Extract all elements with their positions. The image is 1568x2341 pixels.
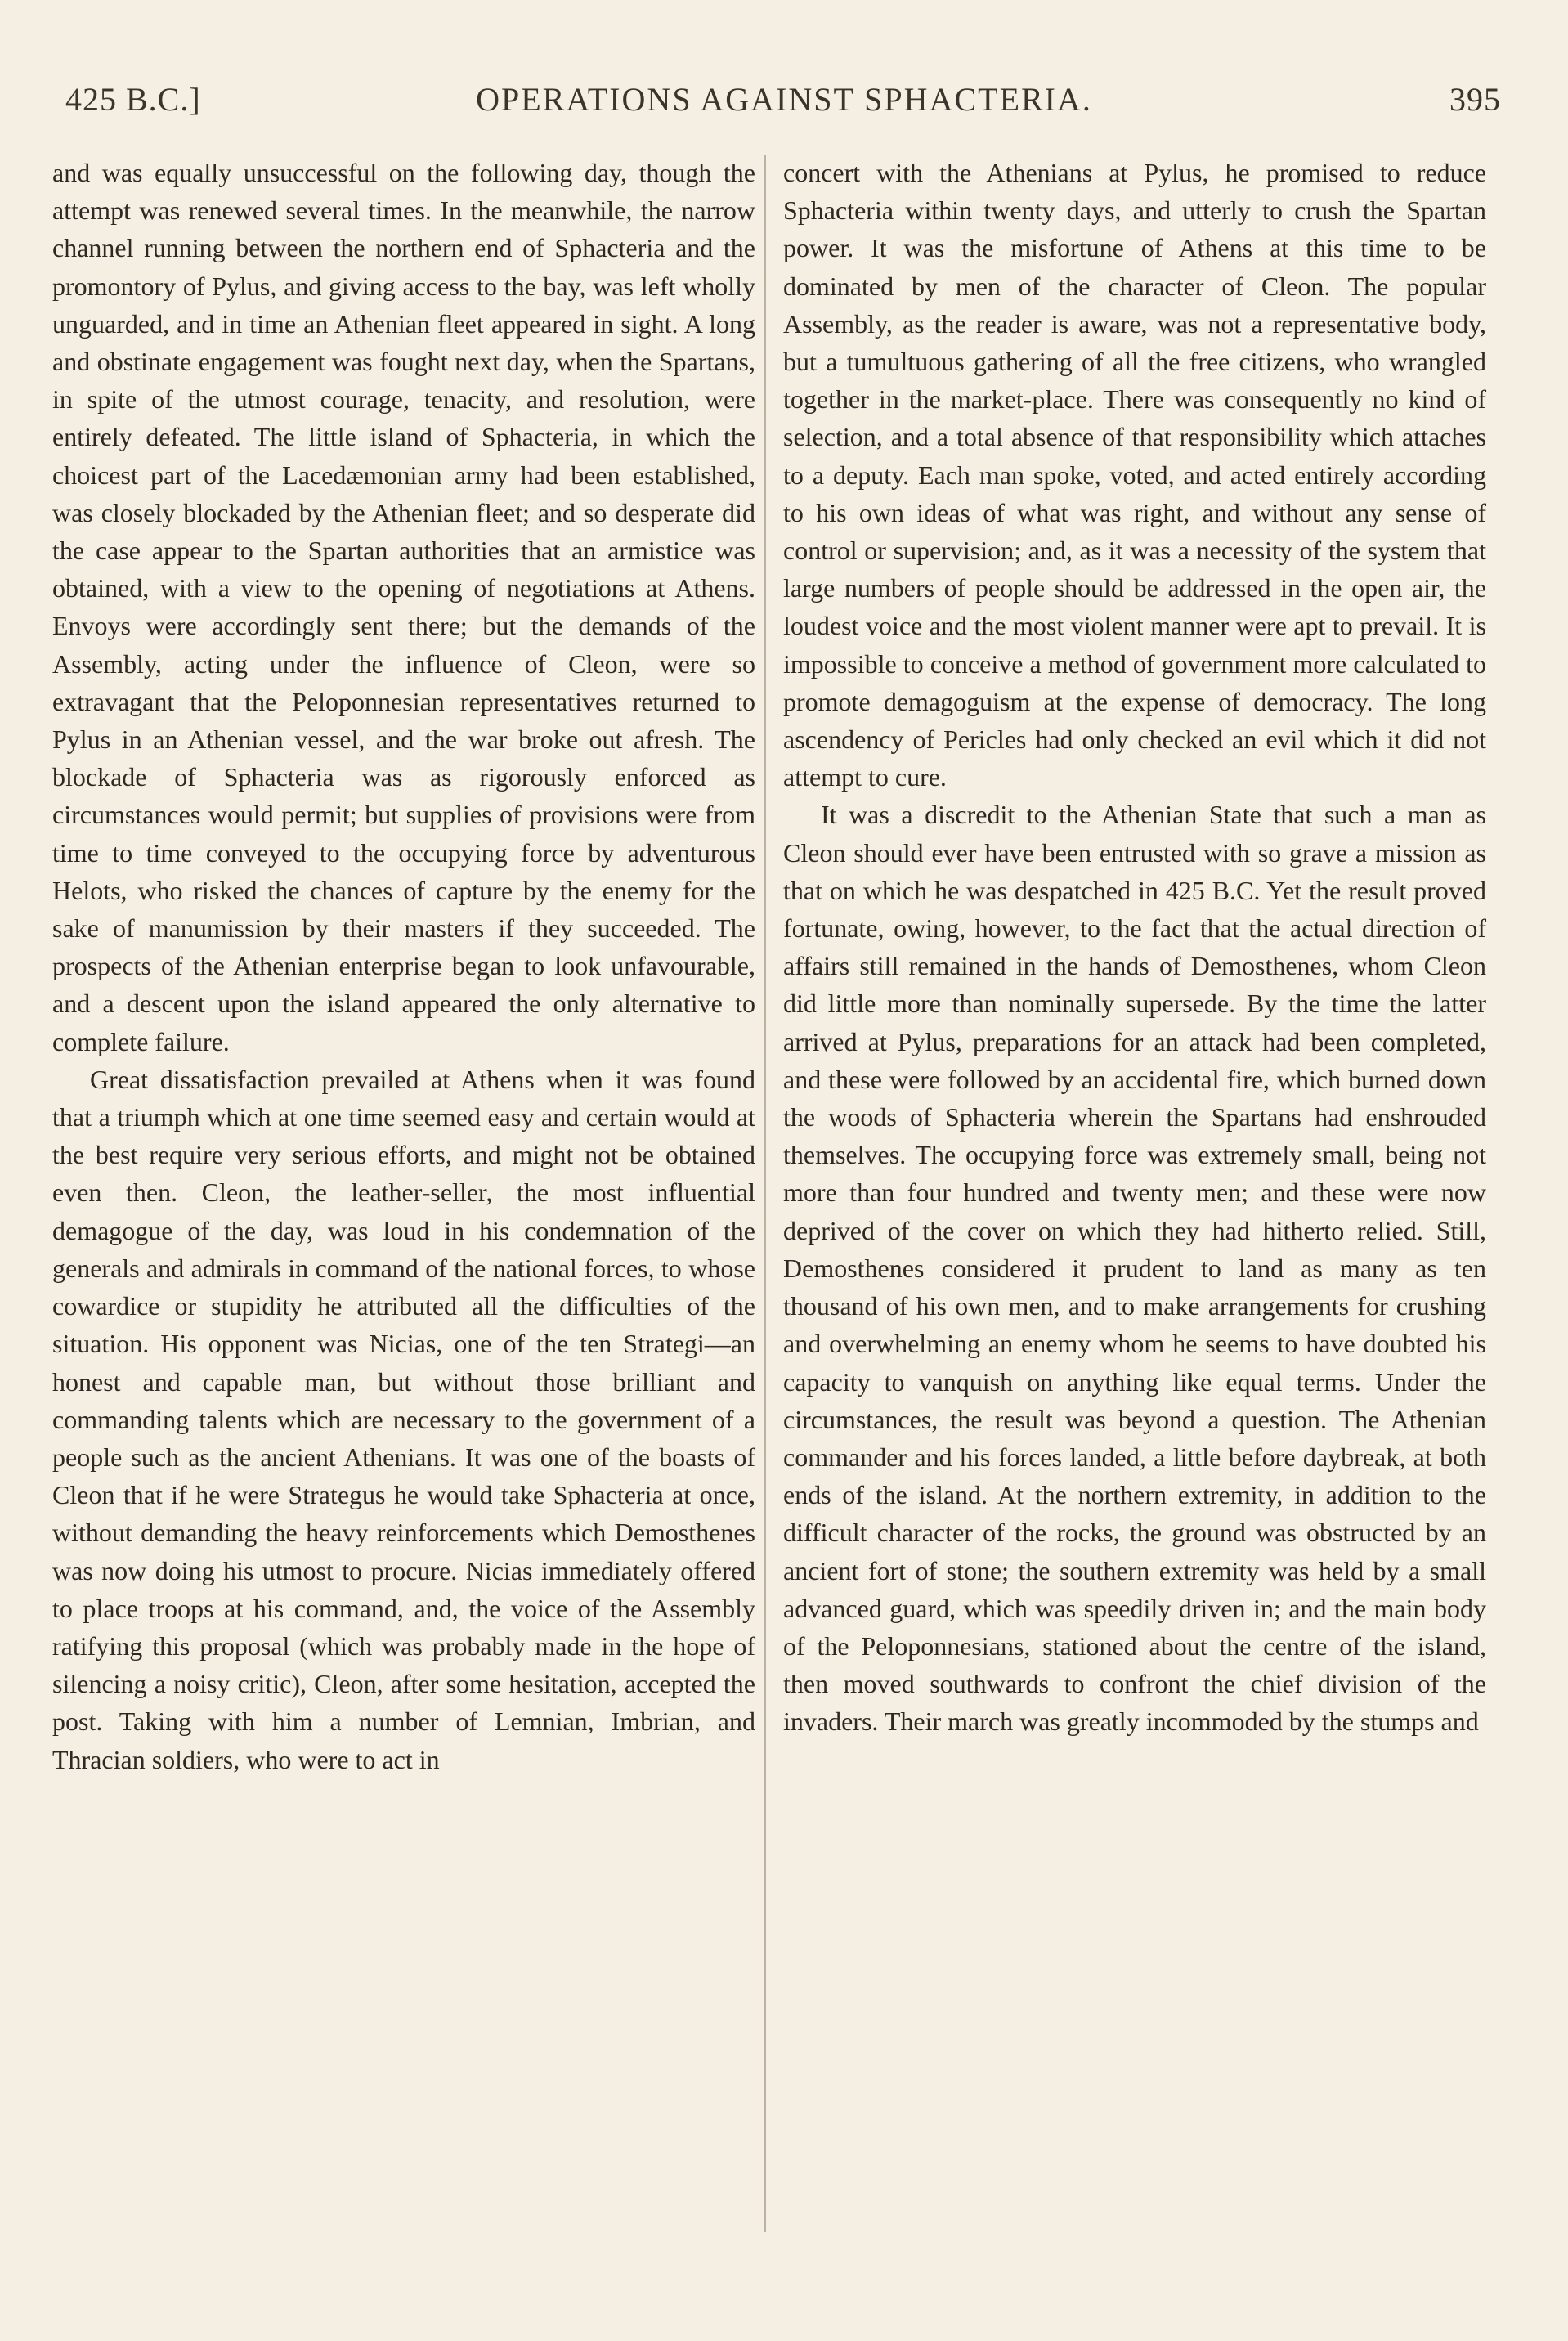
left-paragraph-2: Great dissatisfaction prevailed at Athens when it was found that a triumph which at one time seemed easy and certain would at the best require very serious efforts, and might not be obtained even then. Cleon, the leather-seller, the most influential demagogue of the day, was loud in his condemnation of the generals and admirals in command of the national forces, to whose cowardice or stupidity he attributed all the difficulties of the situation. His opponent was Nicias, one of the ten Strategi—an honest and capable man, but without those brilliant and commanding talents which are necessary to the government of a people such as the ancient Athenians. It was one of the boasts of Cleon that if he were Strategus he would take Sphacteria at once, without demanding the heavy reinforcements which Demosthenes was now doing his utmost to procure. Nicias immediately offered to place troops at his command, and, the voice of the Assembly ratifying this proposal (which was probably made in the hope of silencing a noisy critic), Cleon, after some hesitation, accepted the post. Taking with him a number of Lemnian, Imbrian, and Thracian soldiers, who were to act in — [52, 1064, 755, 1774]
right-paragraph-1: concert with the Athenians at Pylus, he promised to reduce Sphacteria within twenty days, and utterly to crush the Spartan power. It was the misfortune of Athens at this time to be dominated by men of the character of Cleon. The popular Assembly, as the reader is aware, was not a representative body, but a tumultuous gathering of all the free citizens, who wrangled together in the market-place. There was consequently no kind of selection, and a total absence of that responsibility which attaches to a deputy. Each man spoke, voted, and acted entirely according to his own ideas of what was right, and without any sense of control or supervision; and, as it was a necessity of the system that large numbers of people should be addressed in the open air, the loudest voice and the most violent manner were apt to prevail. It is impossible to conceive a method of government more calculated to promote demagoguism at the expense of democracy. The long ascendency of Pericles had only checked an evil which it did not attempt to cure. — [783, 158, 1486, 792]
left-paragraph-1: and was equally unsuccessful on the following day, though the attempt was renewed several times. In the meanwhile, the narrow channel running between the northern end of Sphacteria and the promontory of Pylus, and giving access to the bay, was left wholly unguarded, and in time an Athenian fleet appeared in sight. A long and obstinate engagement was fought next day, when the Spartans, in spite of the utmost courage, tenacity, and resolution, were entirely defeated. The little island of Sphacteria, in which the choicest part of the Lacedæmonian army had been established, was closely blockaded by the Athenian fleet; and so desperate did the case appear to the Spartan authorities that an armistice was obtained, with a view to the opening of negotiations at Athens. Envoys were accordingly sent there; but the demands of the Assembly, acting under the influence of Cleon, were so extravagant that the Peloponnesian representatives returned to Pylus in an Athenian vessel, and the war broke out afresh. The blockade of Sphacteria was as rigorously enforced as circumstances would permit; but supplies of provisions were from time to time conveyed to the occupying force by adventurous Helots, who risked the chances of capture by the enemy for the sake of manumission by their masters if they succeeded. The prospects of the Athenian enterprise began to look unfavourable, and a descent upon the island appeared the only alternative to complete failure. — [52, 158, 755, 1056]
header-date: 425 B.C.] — [65, 81, 201, 118]
right-column — [783, 154, 1486, 1741]
column-divider — [764, 155, 766, 2232]
right-paragraph-2: It was a discredit to the Athenian State that such a man as Cleon should ever have been entrusted with so grave a mission as that on which he was despatched in 425 B.C. Yet the result proved fortunate, owing, however, to the fact that the actual direction of affairs still remained in the hands of Demosthenes, whom Cleon did little more than nominally supersede. By the time the latter arrived at Pylus, preparations for an attack had been completed, and these were followed by an accidental fire, which burned down the woods of Sphacteria wherein the Spartans had enshrouded themselves. The occupying force was extremely small, being not more than four hundred and twenty men; and these were now deprived of the cover on which they had hitherto relied. Still, Demosthenes considered it prudent to land as many as ten thousand of his own men, and to make arrangements for crushing and overwhelming an enemy whom he seems to have doubted his capacity to vanquish on anything like equal terms. Under the circumstances, the result was beyond a question. The Athenian commander and his forces landed, a little before daybreak, at both ends of the island. At the northern extremity, in addition to the difficult character of the rocks, the ground was obstructed by an ancient fort of stone; the southern extremity was held by a small advanced guard, which was speedily driven in; and the main body of the Peloponnesians, stationed about the centre of the island, then moved southwards to confront the chief division of the invaders. Their march was greatly incommoded by the stumps and — [783, 800, 1486, 1737]
left-column — [52, 154, 755, 1778]
running-header — [49, 80, 1519, 129]
page-number: 395 — [1449, 81, 1501, 118]
header-title: OPERATIONS AGAINST SPHACTERIA. — [476, 81, 1092, 118]
